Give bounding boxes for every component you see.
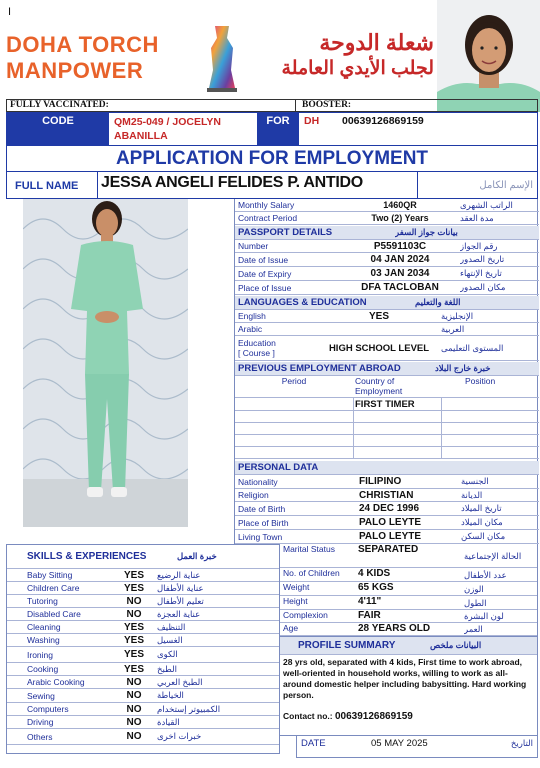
skill-value: YES bbox=[123, 582, 144, 594]
physical-row bbox=[280, 582, 537, 596]
religion-label: Religion bbox=[238, 490, 269, 500]
skill-arabic: التنظيف bbox=[157, 621, 186, 632]
skills-section bbox=[6, 544, 280, 754]
col-period: Period bbox=[281, 376, 307, 386]
skill-label: Washing bbox=[27, 635, 60, 645]
physical-label: Age bbox=[283, 623, 299, 633]
skill-value: YES bbox=[123, 634, 144, 646]
physical-value: SEPARATED bbox=[358, 544, 419, 555]
passport-place-value: DFA TACLOBAN bbox=[361, 282, 439, 293]
skill-label: Disabled Care bbox=[27, 609, 81, 619]
skill-label: Cleaning bbox=[27, 622, 61, 632]
physical-value: 4 KIDS bbox=[358, 568, 391, 579]
passport-expiry-arabic: تاريخ الإنتهاء bbox=[460, 268, 502, 278]
skill-value: YES bbox=[123, 663, 144, 675]
passport-place-label: Place of Issue bbox=[238, 282, 292, 293]
skill-arabic: الطبخ bbox=[157, 663, 177, 674]
contract-value: Two (2) Years bbox=[371, 213, 429, 223]
dob-arabic: تاريخ الميلاد bbox=[461, 503, 502, 513]
living-town-row bbox=[235, 530, 539, 544]
skill-row bbox=[7, 595, 279, 608]
physical-arabic: الوزن bbox=[464, 583, 484, 594]
dob-label: Date of Birth bbox=[238, 503, 286, 514]
physical-label: Marital Status bbox=[283, 544, 335, 554]
arabic-arabic: العربية bbox=[441, 323, 465, 334]
passport-header-arabic: بيانات جواز السفر bbox=[395, 227, 458, 237]
skill-label: Computers bbox=[27, 704, 69, 714]
skill-row bbox=[7, 634, 279, 647]
date-row bbox=[296, 736, 538, 758]
religion-row bbox=[235, 489, 539, 502]
prev-employment-header bbox=[235, 362, 539, 376]
skill-row bbox=[7, 689, 279, 703]
dob-value: 24 DEC 1996 bbox=[359, 503, 420, 514]
living-town-label: Living Town bbox=[238, 531, 283, 542]
code-value: QM25-049 / JOCELYN ABANILLA bbox=[114, 116, 221, 142]
skill-arabic: الطبخ العربي bbox=[157, 676, 203, 687]
passport-header-label: PASSPORT DETAILS bbox=[238, 227, 333, 238]
skill-value: NO bbox=[126, 690, 142, 701]
contract-arabic: مدة العقد bbox=[460, 212, 494, 223]
education-arabic: المستوى التعليمى bbox=[441, 342, 504, 353]
languages-header-arabic: اللغة والتعليم bbox=[415, 297, 461, 307]
dob-row bbox=[235, 502, 539, 516]
skill-label: Tutoring bbox=[27, 596, 58, 606]
passport-issue-value: 04 JAN 2024 bbox=[370, 254, 430, 265]
skill-value: NO bbox=[126, 595, 142, 607]
profile-header bbox=[280, 637, 537, 655]
salary-value: 1460QR bbox=[383, 200, 417, 210]
skill-row bbox=[7, 647, 279, 663]
pob-row bbox=[235, 516, 539, 530]
skill-row bbox=[7, 729, 279, 745]
vaccination-divider bbox=[295, 99, 296, 112]
nationality-value: FILIPINO bbox=[359, 476, 402, 487]
skill-row bbox=[7, 663, 279, 676]
languages-header bbox=[235, 296, 539, 310]
full-name-row bbox=[6, 172, 538, 199]
physical-section bbox=[280, 544, 538, 636]
profile-header-label: PROFILE SUMMARY bbox=[298, 640, 396, 651]
full-name-divider bbox=[97, 172, 98, 198]
skill-value: NO bbox=[126, 608, 142, 620]
skill-arabic: عناية الأطفال bbox=[157, 582, 204, 593]
skills-header bbox=[7, 545, 279, 569]
skill-arabic: عناية العجزة bbox=[157, 608, 201, 619]
col-sep bbox=[441, 435, 442, 446]
religion-value: CHRISTIAN bbox=[359, 489, 414, 501]
skill-value: NO bbox=[126, 703, 142, 715]
salary-arabic: الراتب الشهرى bbox=[460, 199, 513, 210]
skill-arabic: الكمبيوتر إستخدام bbox=[157, 703, 221, 714]
skill-arabic: الكوى bbox=[157, 649, 178, 659]
arabic-row bbox=[235, 323, 539, 336]
prev-employment-header-label: PREVIOUS EMPLOYMENT ABROAD bbox=[238, 363, 401, 374]
applicant-full-body-photo bbox=[23, 199, 188, 527]
profile-contact-label: Contact no.: bbox=[283, 711, 333, 721]
skill-row bbox=[7, 582, 279, 595]
code-label: CODE bbox=[7, 113, 109, 129]
full-name-label: FULL NAME bbox=[15, 180, 79, 192]
physical-row bbox=[280, 544, 537, 568]
prev-employment-row-5 bbox=[235, 447, 539, 459]
education-row bbox=[235, 336, 539, 361]
physical-arabic: لون البشرة bbox=[464, 611, 504, 621]
passport-expiry-value: 03 JAN 2034 bbox=[370, 268, 430, 279]
agency-name bbox=[6, 32, 159, 84]
physical-label: Weight bbox=[283, 582, 310, 592]
physical-value: FAIR bbox=[358, 610, 381, 621]
for-value: DH bbox=[304, 115, 320, 127]
col-sep bbox=[353, 435, 354, 446]
col-sep bbox=[441, 398, 442, 410]
passport-expiry-row bbox=[235, 267, 539, 281]
skill-arabic: القيادة bbox=[157, 716, 180, 727]
col-sep bbox=[353, 423, 354, 434]
date-label: DATE bbox=[301, 738, 326, 749]
physical-row bbox=[280, 623, 537, 636]
skill-label: Driving bbox=[27, 717, 54, 727]
personal-data-section bbox=[234, 461, 538, 544]
date-arabic: التاريخ bbox=[510, 738, 533, 748]
skill-row bbox=[7, 621, 279, 634]
agency-arabic-name bbox=[262, 30, 434, 82]
col-position: Position bbox=[465, 376, 496, 386]
prev-employment-row-2 bbox=[235, 411, 539, 423]
passport-number-label: Number bbox=[238, 241, 269, 251]
agency-name-line1: DOHA TORCH bbox=[6, 32, 159, 57]
contract-label: Contract Period bbox=[238, 213, 298, 223]
english-row bbox=[235, 310, 539, 323]
passport-number-row bbox=[235, 240, 539, 253]
skill-arabic: الخياطة bbox=[157, 690, 184, 700]
col-country: Country of Employment bbox=[355, 376, 403, 396]
passport-header bbox=[235, 226, 539, 240]
physical-arabic: عدد الأطفال bbox=[464, 569, 507, 580]
arabic-value bbox=[317, 323, 441, 335]
physical-label: Height bbox=[283, 596, 308, 606]
arabic-label: Arabic bbox=[238, 324, 263, 334]
profile-text: 28 yrs old, separated with 4 kids, First time to work abroad, well-oriented in household works, willing to work as all-around domestic helper including babysitting. Hard working person. bbox=[283, 657, 527, 700]
skill-value: NO bbox=[126, 716, 142, 728]
physical-arabic: العمر bbox=[464, 624, 483, 634]
passport-issue-row bbox=[235, 253, 539, 267]
col-sep bbox=[353, 447, 354, 458]
skill-row bbox=[7, 608, 279, 621]
pob-label: Place of Birth bbox=[238, 517, 289, 528]
agency-arabic-line1: شعلة الدوحة bbox=[319, 30, 434, 55]
physical-arabic: الحالة الإجتماعية bbox=[464, 550, 522, 561]
nationality-arabic: الجنسية bbox=[461, 476, 489, 486]
form-title: APPLICATION FOR EMPLOYMENT bbox=[6, 146, 538, 172]
skill-label: Arabic Cooking bbox=[27, 677, 85, 687]
personal-header-label: PERSONAL DATA bbox=[238, 462, 319, 473]
skill-row bbox=[7, 676, 279, 689]
physical-row bbox=[280, 568, 537, 582]
skill-row bbox=[7, 716, 279, 729]
living-town-arabic: مكان السكن bbox=[461, 531, 506, 541]
skills-header-label: SKILLS & EXPERIENCES bbox=[27, 551, 147, 562]
col-sep bbox=[441, 423, 442, 434]
full-name-divider2 bbox=[417, 172, 418, 198]
profile-summary-section bbox=[280, 636, 538, 736]
living-town-value: PALO LEYTE bbox=[359, 531, 422, 542]
passport-number-arabic: رقم الجواز bbox=[460, 240, 498, 251]
profile-header-arabic: البيانات ملخص bbox=[430, 640, 482, 650]
passport-number-value: P5591103C bbox=[373, 240, 427, 252]
passport-issue-arabic: تاريخ الصدور bbox=[460, 254, 505, 264]
skill-value: NO bbox=[126, 676, 142, 688]
skill-row bbox=[7, 703, 279, 716]
prev-employment-header-arabic: خبرة خارج البلاد bbox=[435, 363, 491, 373]
agency-arabic-line2: لجلب الأيدي العاملة bbox=[281, 58, 434, 79]
personal-header bbox=[235, 461, 539, 475]
skill-arabic: عناية الرضيع bbox=[157, 569, 201, 580]
col-sep bbox=[353, 411, 354, 422]
skill-label: Cooking bbox=[27, 664, 59, 674]
nationality-label: Nationality bbox=[238, 476, 278, 487]
profile-contact bbox=[283, 711, 413, 722]
english-arabic: الإنجليزية bbox=[441, 310, 474, 321]
skill-value: NO bbox=[126, 731, 142, 742]
english-value: YES bbox=[368, 310, 389, 322]
for-label: FOR bbox=[257, 113, 299, 145]
prev-employment-row-4 bbox=[235, 435, 539, 447]
physical-label: Complexion bbox=[283, 610, 328, 620]
passport-issue-label: Date of Issue bbox=[238, 254, 289, 265]
agency-name-line2: MANPOWER bbox=[6, 58, 144, 83]
skill-label: Sewing bbox=[27, 690, 55, 701]
contact-phone: 00639126869159 bbox=[342, 115, 424, 127]
skill-arabic: الغسيل bbox=[157, 634, 183, 645]
education-value: HIGH SCHOOL LEVEL bbox=[328, 342, 430, 354]
passport-place-row bbox=[235, 281, 539, 295]
col-sep bbox=[441, 411, 442, 422]
first-timer: FIRST TIMER bbox=[355, 398, 415, 410]
col-sep bbox=[441, 447, 442, 458]
physical-label: No. of Children bbox=[283, 568, 340, 578]
physical-row bbox=[280, 596, 537, 610]
skill-label: Ironing bbox=[27, 649, 53, 660]
torch-tower-logo bbox=[193, 24, 251, 94]
code-label-fill bbox=[7, 129, 109, 145]
skill-value: YES bbox=[123, 621, 144, 633]
religion-arabic: الديانة bbox=[461, 489, 483, 500]
vaccinated-label: FULLY VACCINATED: bbox=[10, 100, 109, 110]
nationality-row bbox=[235, 475, 539, 489]
education-label: Education [ Course ] bbox=[238, 338, 276, 358]
passport-place-arabic: مكان الصدور bbox=[460, 282, 506, 292]
physical-value: 28 YEARS OLD bbox=[358, 623, 431, 634]
physical-value: 4'11" bbox=[358, 596, 382, 607]
profile-contact-value: 00639126869159 bbox=[334, 711, 413, 722]
salary-label: Monthly Salary bbox=[238, 200, 295, 210]
prev-employment-row-1 bbox=[235, 398, 539, 411]
details-column bbox=[234, 199, 538, 463]
pob-value: PALO LEYTE bbox=[359, 517, 422, 528]
corner-mark: I bbox=[8, 6, 12, 18]
full-name-arabic: الإسم الكامل bbox=[479, 180, 533, 191]
booster-label: BOOSTER: bbox=[302, 100, 352, 110]
physical-arabic: الطول bbox=[464, 597, 487, 608]
english-label: English bbox=[238, 311, 266, 321]
pob-arabic: مكان الميلاد bbox=[461, 517, 503, 527]
skill-arabic: تعليم الأطفال bbox=[157, 595, 204, 606]
salary-row bbox=[235, 199, 539, 212]
prev-employment-row-3 bbox=[235, 423, 539, 435]
contract-row bbox=[235, 212, 539, 225]
applicant-headshot bbox=[437, 0, 540, 112]
skill-label: Baby Sitting bbox=[27, 570, 73, 580]
skill-row bbox=[7, 569, 279, 582]
skill-label: Others bbox=[27, 731, 53, 742]
physical-row bbox=[280, 610, 537, 623]
passport-expiry-label: Date of Expiry bbox=[238, 268, 292, 279]
skills-header-arabic: خبرة العمل bbox=[177, 551, 217, 561]
skill-value: YES bbox=[123, 649, 144, 660]
full-name-value: JESSA ANGELI FELIDES P. ANTIDO bbox=[101, 174, 363, 191]
physical-value: 65 KGS bbox=[358, 582, 394, 593]
skill-value: YES bbox=[123, 569, 144, 581]
skill-label: Children Care bbox=[27, 583, 80, 593]
col-sep bbox=[353, 398, 354, 410]
languages-header-label: LANGUAGES & EDUCATION bbox=[238, 297, 367, 308]
skill-arabic: خبرات اخرى bbox=[157, 731, 202, 741]
prev-employment-columns bbox=[235, 376, 539, 398]
vaccination-row bbox=[6, 99, 538, 112]
code-row bbox=[6, 112, 538, 146]
date-value: 05 MAY 2025 bbox=[371, 738, 428, 749]
